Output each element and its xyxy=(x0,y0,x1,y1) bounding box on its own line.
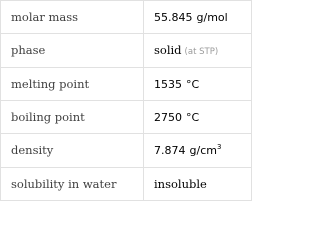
property-value: 55.845 xyxy=(154,11,193,25)
table-row xyxy=(1,1,252,34)
property-value: insoluble xyxy=(154,176,207,191)
table-row xyxy=(1,67,252,100)
property-label: density xyxy=(11,143,54,158)
label-cell xyxy=(1,167,144,200)
label-cell xyxy=(1,67,144,100)
table-row xyxy=(1,34,252,67)
property-label: solubility in water xyxy=(11,176,117,191)
label-cell xyxy=(1,100,144,133)
table-row xyxy=(1,100,252,133)
unit-exponent: 3 xyxy=(216,143,222,152)
value-cell xyxy=(144,67,252,100)
property-unit: °C xyxy=(186,111,200,125)
value-cell xyxy=(144,134,252,167)
label-cell xyxy=(1,1,144,34)
property-value: 1535 xyxy=(154,77,182,91)
property-unit: g/mol xyxy=(196,11,228,25)
property-label: melting point xyxy=(11,76,90,91)
value-cell xyxy=(144,1,252,34)
property-label: boiling point xyxy=(11,110,85,125)
label-cell xyxy=(1,34,144,67)
property-unit: °C xyxy=(186,77,200,91)
property-label: molar mass xyxy=(11,10,79,25)
property-value: 7.874 xyxy=(154,144,186,158)
table-row xyxy=(1,134,252,167)
property-note: (at STP) xyxy=(184,47,219,58)
value-cell xyxy=(144,34,252,67)
property-value: solid xyxy=(154,43,182,58)
property-label: phase xyxy=(11,43,46,58)
unit-base: g/cm xyxy=(189,144,217,158)
label-cell xyxy=(1,134,144,167)
table-row xyxy=(1,167,252,200)
property-unit xyxy=(190,144,222,157)
property-value: 2750 xyxy=(154,111,182,125)
value-cell xyxy=(144,100,252,133)
value-cell xyxy=(144,167,252,200)
